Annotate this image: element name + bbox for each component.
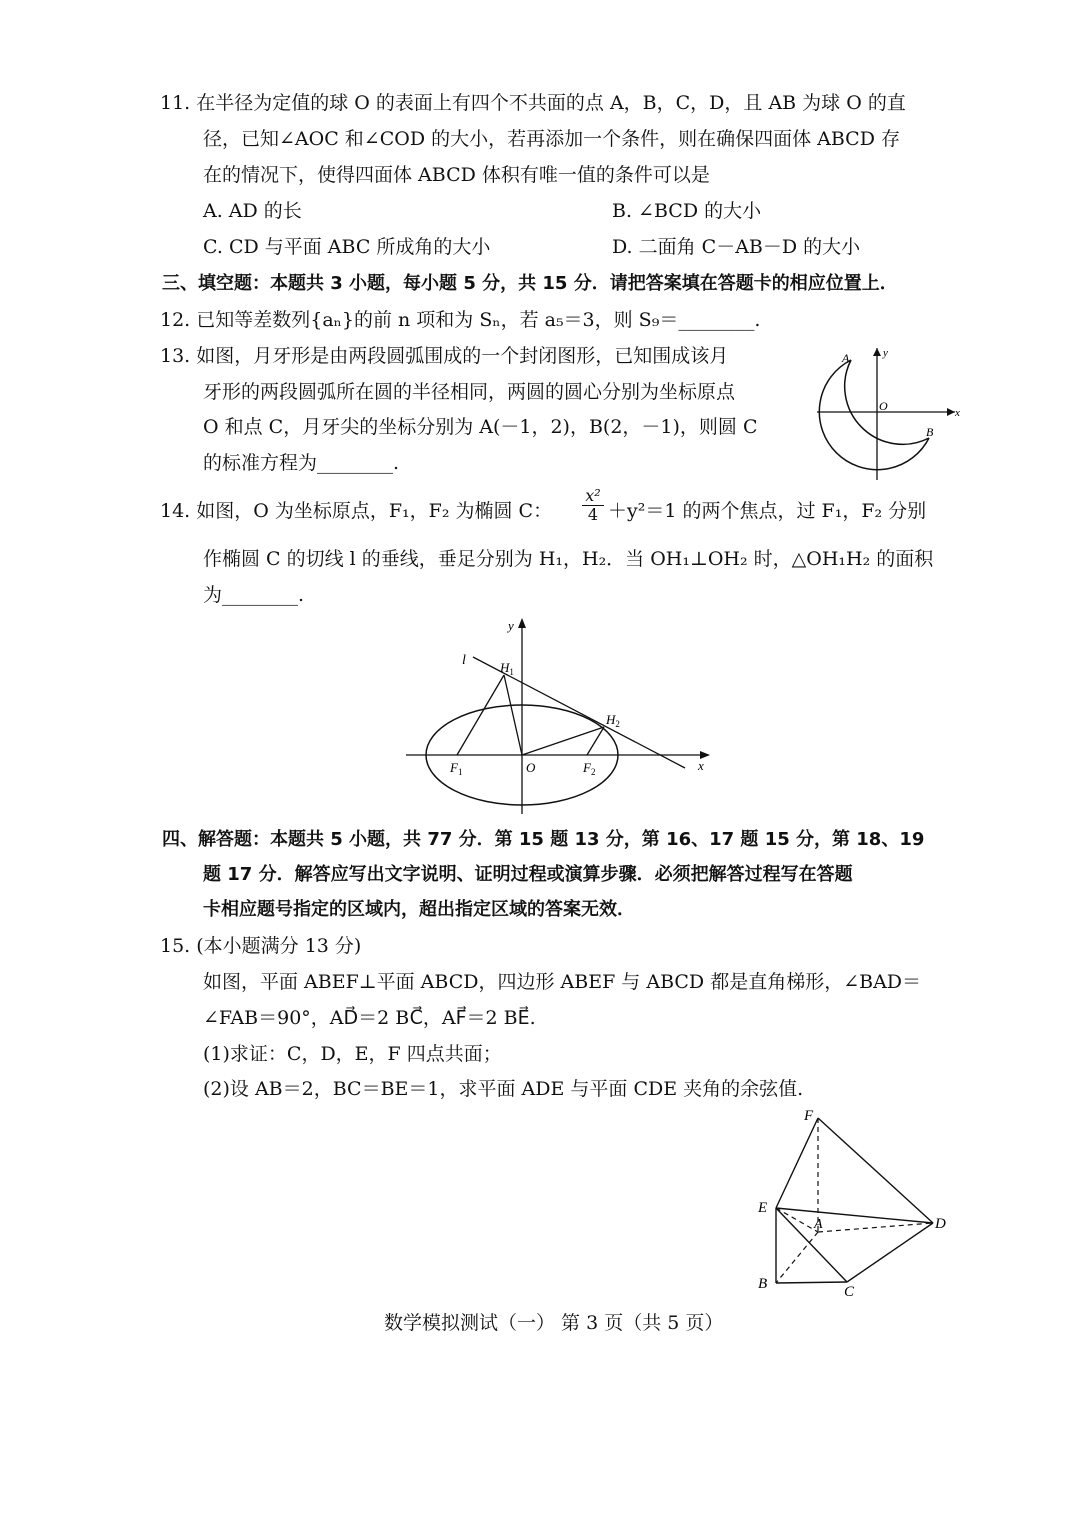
q15-line2: ∠FAB＝90°，AD⃗＝2 BC⃗，AF⃗＝2 BE⃗. (203, 1007, 536, 1029)
f2-label: $F_2$ (583, 760, 596, 777)
q13-line2: 牙形的两段圆弧所在圆的半径相同，两圆的圆心分别为坐标原点 (203, 381, 736, 403)
q14-line2: 作椭圆 C 的切线 l 的垂线，垂足分别为 H₁，H₂．当 OH₁⊥OH₂ 时，△OH₁H₂ 的面积 (203, 548, 934, 570)
crescent-figure (805, 340, 965, 490)
line-l-label: l (462, 653, 466, 668)
q15-line1: 如图，平面 ABEF⊥平面 ABCD，四边形 ABEF 与 ABCD 都是直角梯形，∠BAD＝ (203, 971, 922, 993)
edge-fe (776, 1118, 818, 1208)
origin-label: O (526, 760, 536, 775)
q14-line3: 为________. (203, 584, 305, 606)
q14-line1-end: ＋y²＝1 的两个焦点，过 F₁，F₂ 分别 (608, 500, 927, 522)
page-footer: 数学模拟测试（一） 第 3 页（共 5 页） (384, 1312, 724, 1334)
h2-label: $H_2$ (606, 712, 620, 729)
segment-o-h1 (504, 675, 522, 755)
ellipse-figure (400, 612, 720, 817)
edge-ab (776, 1232, 818, 1283)
vertex-d-label: D (935, 1216, 946, 1232)
vertex-e-label: E (758, 1200, 768, 1216)
origin-label: O (879, 399, 888, 413)
fraction-numerator: x² (585, 486, 601, 505)
f1-label: $F_1$ (450, 760, 463, 777)
q11-option-c: C. CD 与平面 ABC 所成角的大小 (203, 236, 491, 258)
q11-option-a: A. AD 的长 (203, 200, 302, 222)
q14-line1-start: 14. 如图，O 为坐标原点，F₁，F₂ 为椭圆 C： (160, 500, 553, 522)
segment-f2-h2 (587, 727, 604, 755)
edge-ad (818, 1223, 933, 1232)
vertex-b-label: B (758, 1276, 768, 1292)
q13-line3: O 和点 C，月牙尖的坐标分别为 A(－1，2)，B(2，－1)，则圆 C (203, 416, 758, 438)
q11-option-b: B. ∠BCD 的大小 (612, 200, 762, 222)
q11-line1: 11. 在半径为定值的球 O 的表面上有四个不共面的点 A，B，C，D，且 AB 为球 O 的直 (160, 92, 906, 114)
q15-part2: (2)设 AB＝2，BC＝BE＝1，求平面 ADE 与平面 CDE 夹角的余弦值. (203, 1078, 804, 1100)
fraction-denominator: 4 (582, 505, 604, 524)
point-b-label: B (926, 425, 934, 439)
q12-text: 12. 已知等差数列{aₙ}的前 n 项和为 Sₙ，若 a₅＝3，则 S₉＝________. (160, 309, 761, 331)
ellipse-fraction (582, 487, 604, 524)
q11-line3: 在的情况下，使得四面体 ABCD 体积有唯一值的条件可以是 (203, 164, 710, 186)
h1-label: $H_1$ (500, 660, 514, 677)
segment-o-h2 (522, 727, 604, 755)
y-axis-label: y (508, 618, 514, 633)
q11-line2: 径，已知∠AOC 和∠COD 的大小，若再添加一个条件，则在确保四面体 ABCD 存 (203, 128, 900, 150)
edge-cd (847, 1223, 933, 1282)
vertex-c-label: C (844, 1284, 855, 1300)
q13-line4: 的标准方程为________. (203, 452, 400, 474)
q11-option-d: D. 二面角 C－AB－D 的大小 (612, 236, 861, 258)
edge-ed (776, 1208, 933, 1223)
q15-header: 15. (本小题满分 13 分) (160, 935, 362, 957)
point-a-label: A (842, 351, 850, 365)
section4-heading-line1: 四、解答题：本题共 5 小题，共 77 分．第 15 题 13 分，第 16、17 题 15 分，第 18、19 (162, 829, 925, 850)
edge-fd (818, 1118, 933, 1223)
section4-heading-line3: 卡相应题号指定的区域内，超出指定区域的答案无效． (203, 899, 635, 920)
edge-bc (776, 1282, 847, 1283)
section4-heading-line2: 题 17 分．解答应写出文字说明、证明过程或演算步骤．必须把解答过程写在答题 (203, 864, 853, 885)
arc-circle-o (819, 360, 929, 470)
solid-figure (750, 1100, 960, 1300)
vertex-a-label: A (814, 1217, 823, 1232)
section3-heading: 三、填空题：本题共 3 小题，每小题 5 分，共 15 分．请把答案填在答题卡的相应位置上． (162, 273, 898, 294)
q13-line1: 13. 如图，月牙形是由两段圆弧围成的一个封闭图形，已知围成该月 (160, 345, 729, 367)
y-axis-label: y (883, 347, 888, 359)
q15-part1: (1)求证：C，D，E，F 四点共面； (203, 1043, 502, 1065)
x-axis-label: x (698, 758, 704, 773)
x-axis-label: x (955, 407, 960, 419)
vertex-f-label: F (804, 1108, 814, 1124)
